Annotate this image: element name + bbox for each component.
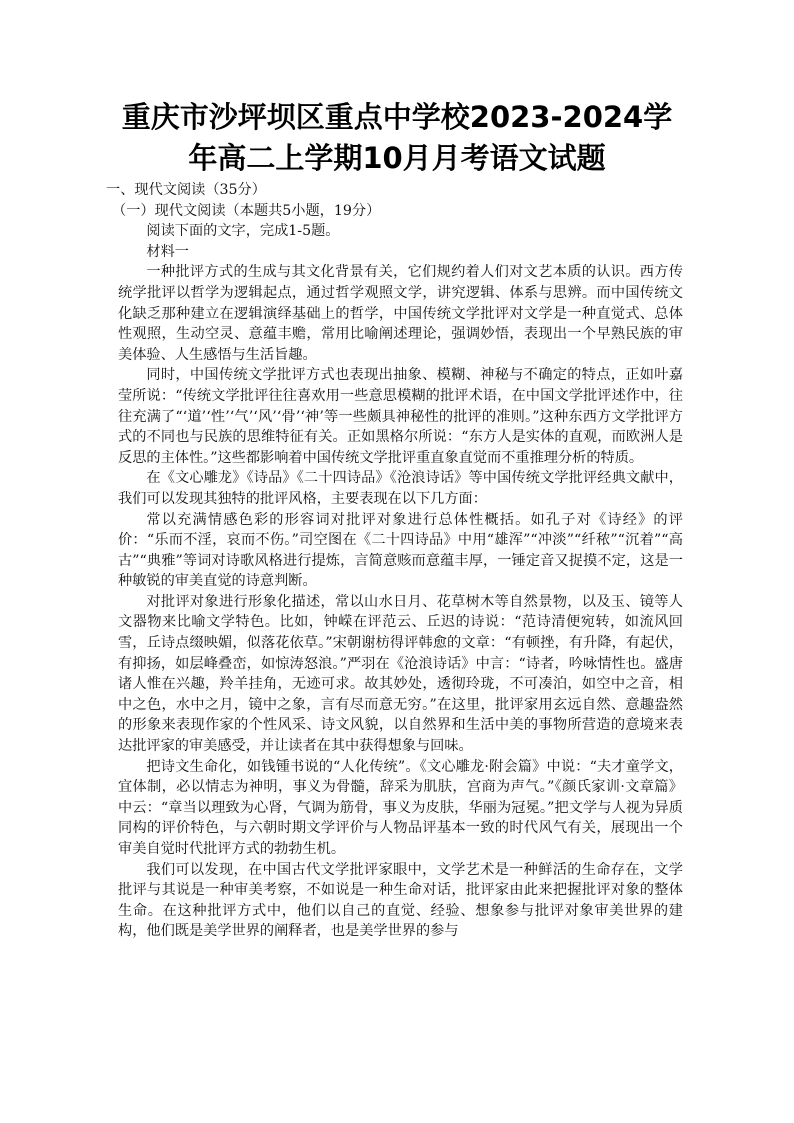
instruction-text: 阅读下面的文字，完成1-5题。 — [146, 223, 340, 240]
paragraph: 把诗文生命化，如钱锺书说的“人化传统”。《文心雕龙·附会篇》中说：“夫才童学文，宜体制，必以情志为神明，事义为骨髓，辞采为肌肤，宫商为声气。”《颜氏家训·文章篇》中云：“章当以理致为心肾，气调为筋骨，事义为皮肤，华丽为冠冕。”把文学与人视为异质同构的评价特色，与六朝时期文学评价与人物品评基本一致的时代风气有关，展现出一个审美自觉时代批评方式的勃勃生机。 — [118, 758, 683, 857]
document-title-line2: 年高二上学期10月月考语文试题 — [188, 141, 606, 175]
section-heading: 一、现代文阅读（35分） — [106, 182, 266, 198]
document-body — [106, 180, 683, 942]
material-label: 材料一 — [146, 243, 189, 260]
paragraph: 对批评对象进行形象化描述，常以山水日月、花草树木等自然景物，以及玉、镜等人文器物来比喻文学特色。比如，钟嵘在评范云、丘迟的诗说：“范诗清便宛转，如流风回雪，丘诗点缀映媚，似落花依草。”宋朝谢枋得评韩愈的文章：“有顿挫，有升降，有起伏，有抑扬，如层峰叠峦，如惊涛怒浪。”严羽在《沧浪诗话》中言：“诗者，吟咏情性也。盛唐诸人惟在兴趣，羚羊挂角，无迹可求。故其妙处，透彻玲珑，不可凑泊，如空中之音，相中之色，水中之月，镜中之象，言有尽而意无穷。”在这里，批评家用玄远自然、意趣盎然的形象来表现作家的个性风采、诗文风貌，以自然界和生活中美的事物所营造的意境来表达批评家的审美感受，并让读者在其中获得想象与回味。 — [118, 593, 683, 755]
document-title-line1: 重庆市沙坪坝区重点中学校2023-2024学 — [121, 100, 673, 134]
paragraph: 同时，中国传统文学批评方式也表现出抽象、模糊、神秘与不确定的特点，正如叶嘉莹所说：“传统文学批评往往喜欢用一些意思模糊的批评术语，在中国文学批评述作中，往往充满了“‘道’‘性’‘气’‘风’‘骨’‘神’等一些颇具神秘性的批评的准则。”这种东西方文学批评方式的不同也与民族的思维特征有关。正如黑格尔所说：“东方人是实体的直观，而欧洲人是反思的主体性。”这些都影响着中国传统文学批评重直象直觉而不重推理分析的特质。 — [118, 367, 683, 466]
paragraph: 我们可以发现，在中国古代文学批评家眼中，文学艺术是一种鲜活的生命存在，文学批评与其说是一种审美考察，不如说是一种生命对话，批评家由此来把握批评对象的整体生命。在这种批评方式中，他们以自己的直觉、经验、想象参与批评对象审美世界的建构，他们既是美学世界的阐释者，也是美学世界的参与 — [118, 861, 683, 940]
paragraph: 一种批评方式的生成与其文化背景有关，它们规约着人们对文艺本质的认识。西方传统学批评以哲学为逻辑起点，通过哲学观照文学，讲究逻辑、体系与思辨。而中国传统文化缺乏那种建立在逻辑演绎基础上的哲学，中国传统文学批评对文学是一种直觉式、总体性观照，生动空灵、意蕴丰赡，常用比喻阐述理论，强调妙悟，表现出一个早熟民族的审美体验、人生感悟与生活旨趣。 — [118, 264, 683, 363]
subsection-heading: （一）现代文阅读（本题共5小题，19分） — [112, 202, 381, 219]
paragraph: 在《文心雕龙》《诗品》《二十四诗品》《沧浪诗话》等中国传统文学批评经典文献中，我们可以发现其独特的批评风格，主要表现在以下几方面： — [118, 470, 683, 507]
paragraph: 常以充满情感色彩的形容词对批评对象进行总体性概括。如孔子对《诗经》的评价：“乐而不淫，哀而不伤。”司空图在《二十四诗品》中用“雄浑”“冲淡”“纤秾”“沉着”“高古”“典雅”等词对诗歌风格进行提炼，言简意赅而意蕴丰厚，一锤定音又捉摸不定，这是一种敏锐的审美直觉的诗意判断。 — [118, 511, 683, 590]
